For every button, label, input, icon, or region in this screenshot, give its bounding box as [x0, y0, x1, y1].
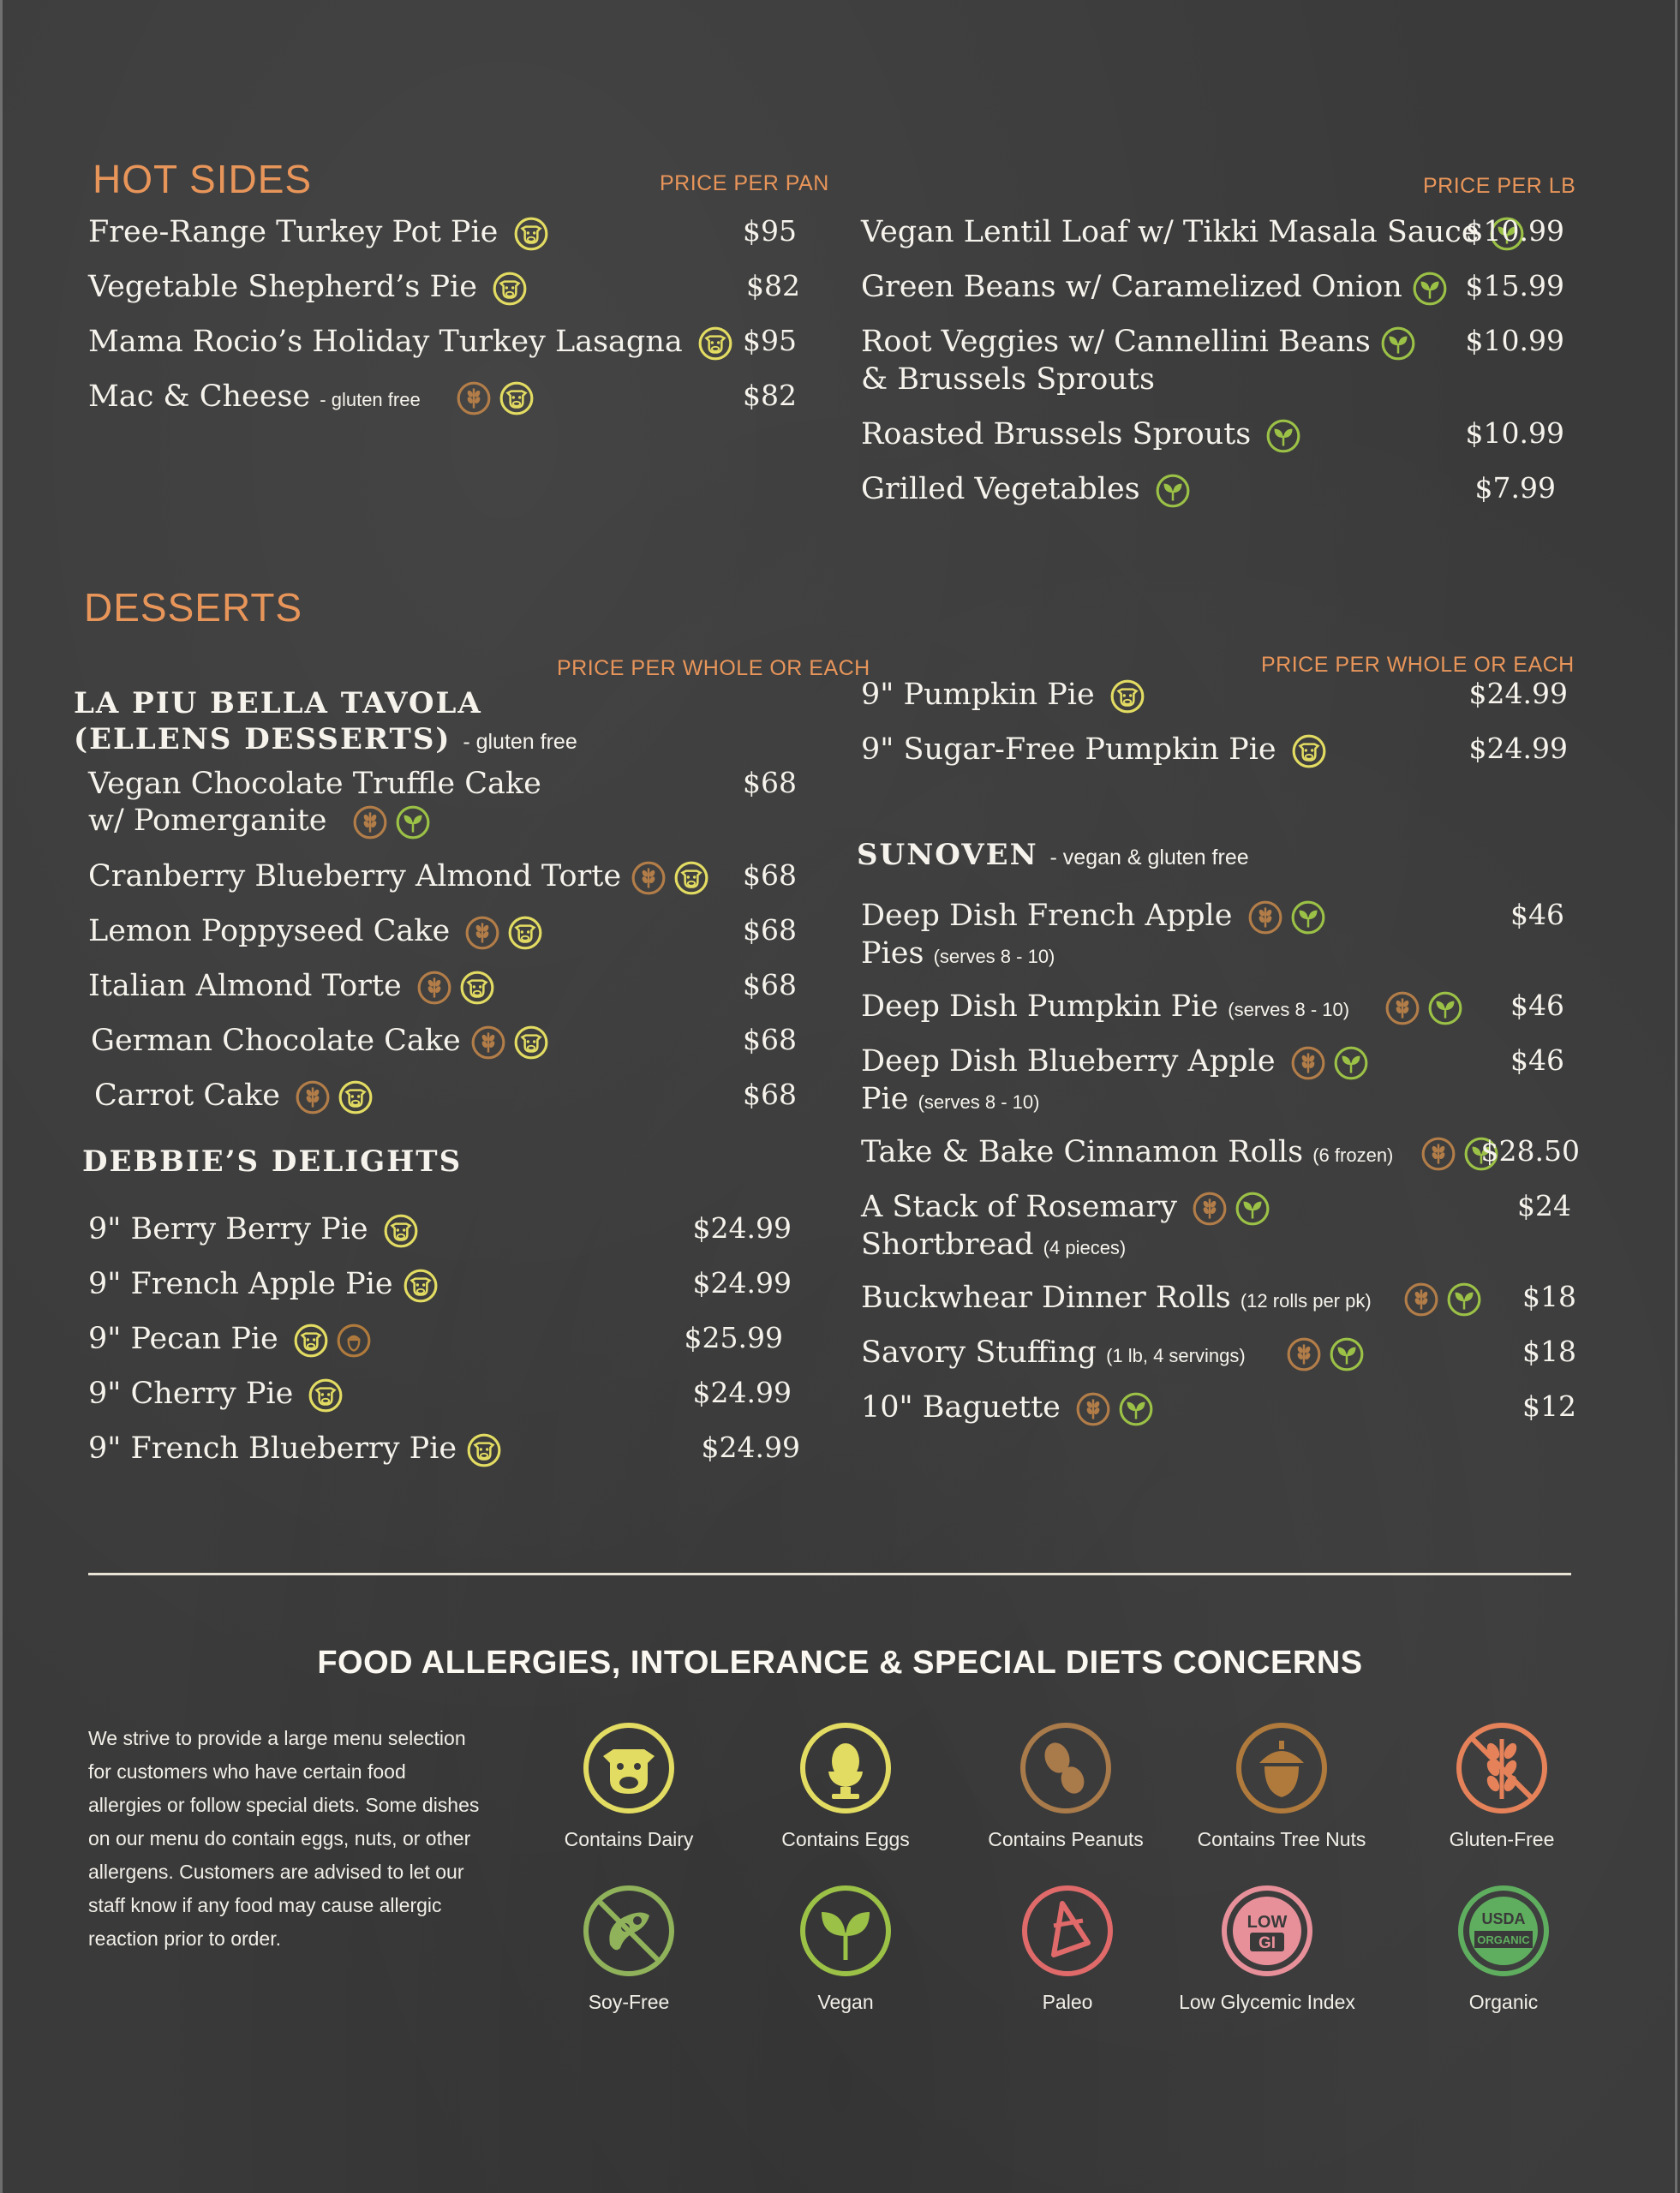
gluten-icon [1403, 1282, 1439, 1318]
vegan-icon [1235, 1191, 1270, 1227]
menu-item-take-and-bake-cinnamon-rolls: Take & Bake Cinnamon Rolls (6 frozen) [861, 1134, 1499, 1174]
gluten-icon [1192, 1191, 1228, 1227]
menu-item-italian-almond-torte: Italian Almond Torte [88, 968, 495, 1006]
dairy-icon [338, 1079, 374, 1115]
menu-item-baguette: 10" Baguette [861, 1389, 1154, 1427]
price-root-veggies: $10.99 [1465, 324, 1564, 357]
menu-item-carrot-cake: Carrot Cake [94, 1078, 374, 1115]
price-cherry-pie: $24.99 [692, 1376, 792, 1409]
hot-sides-title: HOT SIDES [93, 157, 313, 201]
price-baguette: $12 [1522, 1389, 1576, 1423]
page-edge-left [0, 0, 3, 2193]
sunoven-heading: SUNOVEN - vegan & gluten free [857, 838, 1249, 872]
price-per-whole-heading-left: PRICE PER WHOLE OR EACH [557, 656, 870, 680]
price-grilled-vegetables: $7.99 [1474, 471, 1556, 505]
price-vegan-lentil-loaf: $10.99 [1465, 214, 1564, 248]
gluten-icon [1286, 1336, 1322, 1372]
menu-item-pecan-pie: 9" Pecan Pie [88, 1321, 372, 1359]
page-edge-right [1675, 0, 1677, 2193]
price-holiday-turkey-lasagna: $95 [743, 324, 797, 357]
price-rosemary-shortbread: $24 [1517, 1189, 1571, 1222]
price-per-whole-heading-right: PRICE PER WHOLE OR EACH [1261, 653, 1575, 677]
vegan-icon [1290, 899, 1326, 935]
svg-text:USDA: USDA [1481, 1910, 1526, 1927]
organic-icon [1456, 1883, 1551, 1979]
menu-item-grilled-vegetables: Grilled Vegetables [861, 471, 1191, 509]
menu-item-green-beans: Green Beans w/ Caramelized Onion [861, 269, 1448, 307]
legend-contains-dairy: Contains Dairy [526, 1720, 732, 1851]
menu-item-pumpkin-pie: 9" Pumpkin Pie [861, 677, 1145, 714]
dairy-icon [383, 1213, 419, 1249]
gluten-icon [1075, 1391, 1111, 1427]
legend-paleo: Paleo [965, 1883, 1170, 2014]
price-deep-dish-pumpkin-pie: $46 [1510, 989, 1564, 1022]
menu-item-german-chocolate-cake: German Chocolate Cake [91, 1023, 549, 1061]
price-berry-berry-pie: $24.99 [692, 1211, 792, 1245]
gluten-icon [295, 1079, 331, 1115]
svg-text:ORGANIC: ORGANIC [1477, 1933, 1530, 1946]
gluten-icon [1290, 1045, 1326, 1081]
menu-item-french-apple-pie: 9" French Apple Pie [88, 1266, 439, 1304]
menu-item-sugar-free-pumpkin-pie: 9" Sugar-Free Pumpkin Pie [861, 732, 1327, 769]
tree-nut-icon [1234, 1720, 1330, 1816]
legend-low-glycemic-index: LOW GI Low Glycemic Index [1164, 1883, 1370, 2014]
price-french-apple-pie: $24.99 [692, 1266, 792, 1300]
gluten-icon [1384, 990, 1420, 1026]
allergies-title: FOOD ALLERGIES, INTOLERANCE & SPECIAL DIETS CONCERNS [317, 1645, 1363, 1681]
menu-item-turkey-pot-pie: Free-Range Turkey Pot Pie [88, 214, 549, 252]
gluten-icon [416, 970, 452, 1006]
price-deep-dish-french-apple-pies: $46 [1510, 898, 1564, 931]
price-carrot-cake: $68 [743, 1078, 797, 1111]
dairy-icon [513, 216, 549, 252]
legend-gluten-free: Gluten-Free [1399, 1720, 1605, 1851]
svg-text:GI: GI [1258, 1934, 1276, 1952]
price-german-chocolate-cake: $68 [743, 1023, 797, 1056]
peanut-icon [1018, 1720, 1114, 1816]
menu-item-vegan-chocolate-truffle-cake: Vegan Chocolate Truffle Cake w/ Pomerganite [88, 766, 541, 840]
dairy-icon [308, 1377, 344, 1413]
gluten-icon [464, 915, 500, 951]
low-gi-icon [1219, 1883, 1315, 1979]
legend-contains-peanuts: Contains Peanuts [963, 1720, 1169, 1851]
vegan-icon [1118, 1391, 1154, 1427]
dairy-icon [459, 970, 495, 1006]
menu-item-buckwhear-dinner-rolls: Buckwhear Dinner Rolls (12 rolls per pk) [861, 1280, 1482, 1319]
menu-item-deep-dish-french-apple-pies: Deep Dish French Apple Pies (serves 8 - 10) [861, 898, 1326, 975]
price-vegan-chocolate-truffle-cake: $68 [743, 766, 797, 799]
price-italian-almond-torte: $68 [743, 968, 797, 1001]
gluten-icon [1247, 899, 1283, 935]
dairy-icon [492, 271, 528, 307]
gluten-icon [352, 804, 388, 840]
gluten-icon [631, 860, 667, 896]
dairy-icon [466, 1432, 502, 1468]
dairy-icon [293, 1323, 329, 1359]
gluten-icon [470, 1025, 506, 1061]
menu-item-lemon-poppyseed-cake: Lemon Poppyseed Cake [88, 913, 543, 951]
price-sugar-free-pumpkin-pie: $24.99 [1468, 732, 1568, 765]
tree-nut-icon [336, 1323, 372, 1359]
menu-item-cherry-pie: 9" Cherry Pie [88, 1376, 344, 1413]
menu-item-roasted-brussels-sprouts: Roasted Brussels Sprouts [861, 416, 1301, 454]
price-turkey-pot-pie: $95 [743, 214, 797, 248]
vegan-icon [1380, 326, 1416, 362]
menu-item-savory-stuffing: Savory Stuffing (1 lb, 4 servings) [861, 1335, 1365, 1374]
price-roasted-brussels-sprouts: $10.99 [1465, 416, 1564, 450]
dairy-icon [507, 915, 543, 951]
dairy-icon [673, 860, 709, 896]
legend-soy-free: Soy-Free [526, 1883, 732, 2014]
vegan-icon [1265, 418, 1301, 454]
section-divider [88, 1573, 1571, 1575]
paleo-icon [1019, 1883, 1115, 1979]
price-per-pan-heading: PRICE PER PAN [660, 171, 829, 195]
menu-item-cranberry-blueberry-almond-torte: Cranberry Blueberry Almond Torte [88, 858, 709, 896]
soy-free-icon [581, 1883, 677, 1979]
debbies-delights-heading: DEBBIE’S DELIGHTS [82, 1144, 463, 1179]
price-pecan-pie: $25.99 [684, 1321, 783, 1354]
price-take-and-bake-cinnamon-rolls: $28.50 [1480, 1134, 1580, 1168]
dairy-icon [1109, 678, 1145, 714]
menu-item-holiday-turkey-lasagna: Mama Rocio’s Holiday Turkey Lasagna [88, 324, 733, 362]
legend-organic: USDA ORGANIC Organic [1401, 1883, 1606, 2014]
price-green-beans: $15.99 [1465, 269, 1564, 302]
menu-item-vegetable-shepherds-pie: Vegetable Shepherd’s Pie [88, 269, 528, 307]
gluten-free-icon [1454, 1720, 1550, 1816]
price-savory-stuffing: $18 [1522, 1335, 1576, 1368]
price-vegetable-shepherds-pie: $82 [746, 269, 800, 302]
price-per-lb-heading: PRICE PER LB [1423, 174, 1576, 198]
la-piu-bella-tavola-heading: LA PIU BELLA TAVOLA (ELLENS DESSERTS) - gluten free [74, 686, 577, 756]
allergies-description: We strive to provide a large menu selection for customers who have certain food allergies or follow special diets. Some dishes on our menu do contain eggs, nuts, or other allergens. Customers are advised to let our staff know if any food may cause allergic reaction prior to order. [88, 1727, 480, 1950]
dairy-icon [1291, 733, 1327, 769]
menu-item-deep-dish-blueberry-apple-pie: Deep Dish Blueberry Apple Pie (serves 8 - 10) [861, 1043, 1369, 1120]
dairy-icon [403, 1268, 439, 1304]
menu-item-mac-and-cheese: Mac & Cheese - gluten free [88, 379, 535, 418]
legend-vegan: Vegan [743, 1883, 948, 2014]
price-cranberry-blueberry-almond-torte: $68 [743, 858, 797, 892]
menu-item-deep-dish-pumpkin-pie: Deep Dish Pumpkin Pie (serves 8 - 10) [861, 989, 1463, 1028]
menu-item-berry-berry-pie: 9" Berry Berry Pie [88, 1211, 419, 1249]
vegan-icon [1333, 1045, 1369, 1081]
vegan-icon [1329, 1336, 1365, 1372]
menu-item-vegan-lentil-loaf: Vegan Lentil Loaf w/ Tikki Masala Sauce [861, 214, 1525, 252]
menu-item-french-blueberry-pie: 9" French Blueberry Pie [88, 1431, 502, 1468]
dairy-icon [513, 1025, 549, 1061]
vegan-icon [798, 1883, 894, 1979]
vegan-icon [395, 804, 431, 840]
vegan-icon [1155, 473, 1191, 509]
price-french-blueberry-pie: $24.99 [701, 1431, 800, 1464]
price-deep-dish-blueberry-apple-pie: $46 [1510, 1043, 1564, 1077]
price-mac-and-cheese: $82 [743, 379, 797, 412]
legend-contains-eggs: Contains Eggs [743, 1720, 948, 1851]
dairy-icon [499, 380, 535, 416]
desserts-title: DESSERTS [84, 585, 303, 630]
legend-contains-tree-nuts: Contains Tree Nuts [1179, 1720, 1384, 1851]
eggs-icon [798, 1720, 894, 1816]
menu-item-rosemary-shortbread: A Stack of Rosemary Shortbread (4 pieces) [861, 1189, 1270, 1266]
price-buckwhear-dinner-rolls: $18 [1522, 1280, 1576, 1313]
gluten-icon [456, 380, 492, 416]
menu-item-root-veggies: Root Veggies w/ Cannellini Beans & Brussels Sprouts [861, 324, 1416, 398]
svg-text:LOW: LOW [1247, 1913, 1288, 1932]
price-lemon-poppyseed-cake: $68 [743, 913, 797, 947]
dairy-icon [581, 1720, 677, 1816]
price-pumpkin-pie: $24.99 [1468, 677, 1568, 710]
